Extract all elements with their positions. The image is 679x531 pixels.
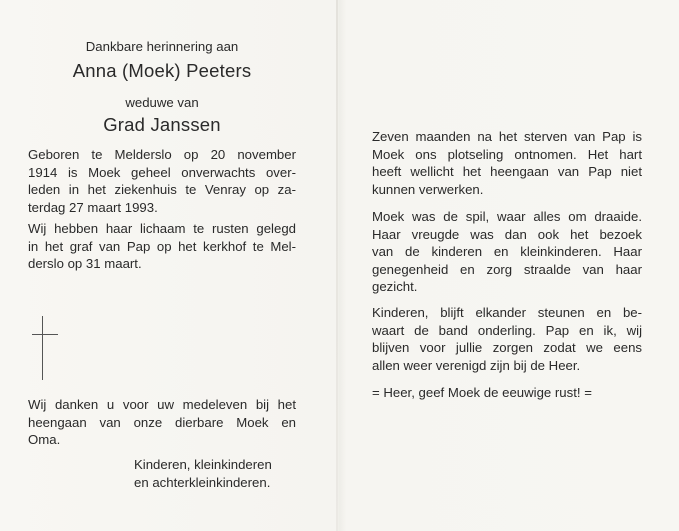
- text-line: Haar vreugde was dan ook het bezoek: [372, 226, 642, 242]
- text-line: 1914 is Moek geheel onverwachts over-: [28, 164, 296, 180]
- text-line: terdag 27 maart 1993.: [28, 199, 158, 215]
- text-line: genegenheid en zorg straalde van haar: [372, 261, 642, 277]
- paragraph-3: [372, 304, 642, 374]
- text-line: waart de band onderling. Pap en ik, wij: [372, 322, 642, 338]
- text-line: Moek was de spil, waar alles om draaide.: [372, 209, 642, 224]
- text-line: Kinderen, blijft elkander steunen en be-: [372, 305, 642, 320]
- burial-paragraph: [28, 220, 296, 273]
- deceased-name: Anna (Moek) Peeters: [72, 60, 252, 81]
- signature: [134, 456, 314, 491]
- text-line: kunnen verwerken.: [372, 181, 484, 197]
- thanks-paragraph: [28, 396, 296, 449]
- text-line: allen weer verenigd zijn bij de Heer.: [372, 357, 581, 373]
- widow-of: weduwe van: [125, 95, 199, 110]
- text-line: Kinderen, kleinkinderen: [134, 457, 272, 472]
- text-line: en achterkleinkinderen.: [134, 474, 271, 490]
- spouse-name: Grad Janssen: [103, 114, 221, 135]
- card-fold: [336, 0, 338, 531]
- text-line: Geboren te Melderslo op 20 november: [28, 147, 296, 162]
- text-line: Wij hebben haar lichaam te rusten gelegd: [28, 221, 296, 236]
- text-line: blijven voor jullie zorgen zodat we eens: [372, 340, 642, 356]
- text-line: gezicht.: [372, 279, 418, 295]
- birth-death-paragraph: [28, 146, 296, 216]
- text-line: = Heer, geef Moek de eeuwige rust! =: [372, 385, 592, 400]
- text-line: heeft wellicht het heengaan van Pap niet: [372, 164, 642, 180]
- prayer: [372, 384, 642, 402]
- text-line: in het graf van Pap op het kerkhof te Mel-: [28, 238, 296, 254]
- text-line: leden in het ziekenhuis te Venray op za-: [28, 182, 296, 198]
- text-line: Wij danken u voor uw medeleven bij het: [28, 397, 296, 412]
- paragraph-1: [372, 128, 642, 198]
- text-line: derslo op 31 maart.: [28, 256, 142, 272]
- paragraph-2: [372, 208, 642, 296]
- text-line: Oma.: [28, 432, 61, 448]
- text-line: Zeven maanden na het sterven van Pap is: [372, 129, 642, 144]
- text-line: Moek ons plotseling ontnomen. Het hart: [372, 146, 642, 162]
- dedication: Dankbare herinnering aan: [85, 39, 239, 54]
- text-line: heengaan van onze dierbare Moek en: [28, 414, 296, 430]
- cross-icon: [28, 316, 68, 382]
- text-line: van de kinderen en kleinkinderen. Haar: [372, 244, 642, 260]
